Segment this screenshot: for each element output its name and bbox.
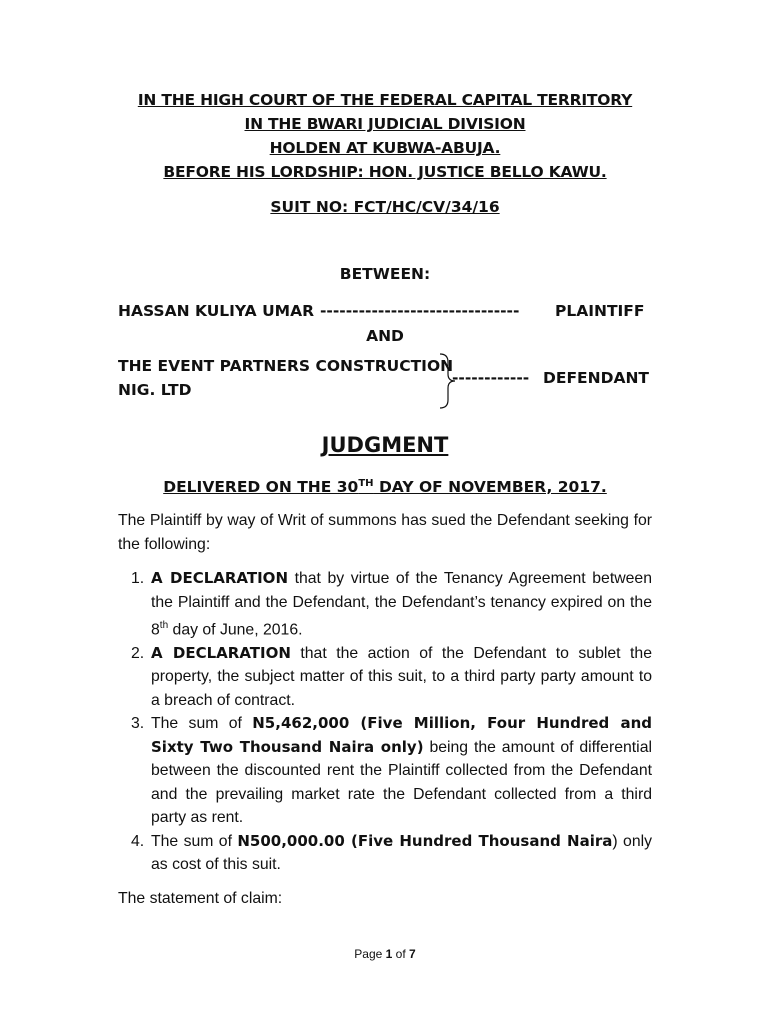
claim-number-4: 4.	[131, 832, 145, 850]
delivered-prefix: DELIVERED ON THE 30	[163, 478, 359, 497]
footer-page-word: Page	[354, 947, 383, 961]
claim-4-prefix: The sum of	[151, 832, 238, 850]
claim-1-bold: A DECLARATION	[151, 569, 288, 587]
court-heading-line-2: IN THE BWARI JUDICIAL DIVISION	[244, 115, 526, 133]
claim-3-text: being the amount of differential between the discounted rent the Plaintiff collected from the Defendant and the prevailing market rate the Defendant collected from a third party as rent.	[151, 738, 652, 827]
and-label: AND	[366, 327, 404, 345]
defendant-name-line-2: NIG. LTD	[118, 381, 192, 399]
footer-page-current: 1	[385, 947, 393, 961]
defendant-role: DEFENDANT	[543, 369, 650, 387]
judgment-title: JUDGMENT	[321, 433, 449, 457]
claim-4-text-b: only as cost of this suit.	[151, 832, 653, 874]
claims-list	[118, 567, 652, 877]
delivered-superscript: TH	[358, 478, 374, 489]
claim-4-bold: N500,000.00 (Five Hundred Thousand Naira	[237, 831, 613, 850]
page-footer	[0, 947, 770, 961]
claim-number-3: 3.	[131, 715, 145, 733]
intro-paragraph: The Plaintiff by way of Writ of summons has sued the Defendant seeking for the following:	[118, 512, 652, 553]
claim-1-text-a: that by virtue of the Tenancy Agreement between the Plaintiff and the Defendant, the Defendant’s tenancy expired on the 8	[151, 570, 652, 639]
claim-item-3	[118, 712, 652, 830]
plaintiff-dashes: -------------------------------	[320, 302, 520, 320]
claim-4-text-a: )	[612, 832, 618, 850]
claim-2-bold: A DECLARATION	[151, 643, 291, 662]
footer-of-word: of	[395, 947, 406, 961]
claim-1-superscript: th	[159, 620, 169, 631]
claim-2-text: that the action of the Defendant to sublet the property, the subject matter of this suit, to a third party party amount to a breach of contract.	[151, 644, 652, 709]
defendant-name-line-1: THE EVENT PARTNERS CONSTRUCTION	[118, 357, 454, 375]
footer-page-total: 7	[409, 947, 416, 961]
claim-item-4	[118, 830, 652, 877]
court-heading	[0, 88, 770, 184]
claim-item-1	[118, 567, 652, 642]
claim-3-bold: N5,462,000 (Five Million, Four Hundred and Sixty Two Thousand Naira only)	[151, 714, 652, 756]
claim-3-prefix: The sum of	[151, 715, 253, 733]
claim-number-1: 1.	[131, 570, 145, 587]
court-heading-line-1: IN THE HIGH COURT OF THE FEDERAL CAPITAL TERRITORY	[137, 91, 633, 109]
statement-of-claim-label: The statement of claim:	[118, 890, 283, 907]
between-label: BETWEEN:	[339, 265, 431, 283]
delivered-suffix: DAY OF NOVEMBER, 2017.	[373, 478, 607, 497]
court-heading-line-3: HOLDEN AT KUBWA-ABUJA.	[269, 139, 501, 157]
claim-item-2	[118, 642, 652, 713]
claim-number-2: 2.	[131, 644, 145, 662]
court-heading-line-4: BEFORE HIS LORDSHIP: HON. JUSTICE BELLO KAWU.	[163, 163, 607, 181]
claim-1-text-b: day of June, 2016.	[168, 621, 303, 639]
defendant-dashes: ------------	[452, 369, 530, 387]
plaintiff-name: HASSAN KULIYA UMAR	[118, 302, 315, 320]
plaintiff-role: PLAINTIFF	[555, 302, 645, 320]
suit-number: SUIT NO: FCT/HC/CV/34/16	[270, 198, 500, 216]
delivered-date	[0, 478, 770, 496]
